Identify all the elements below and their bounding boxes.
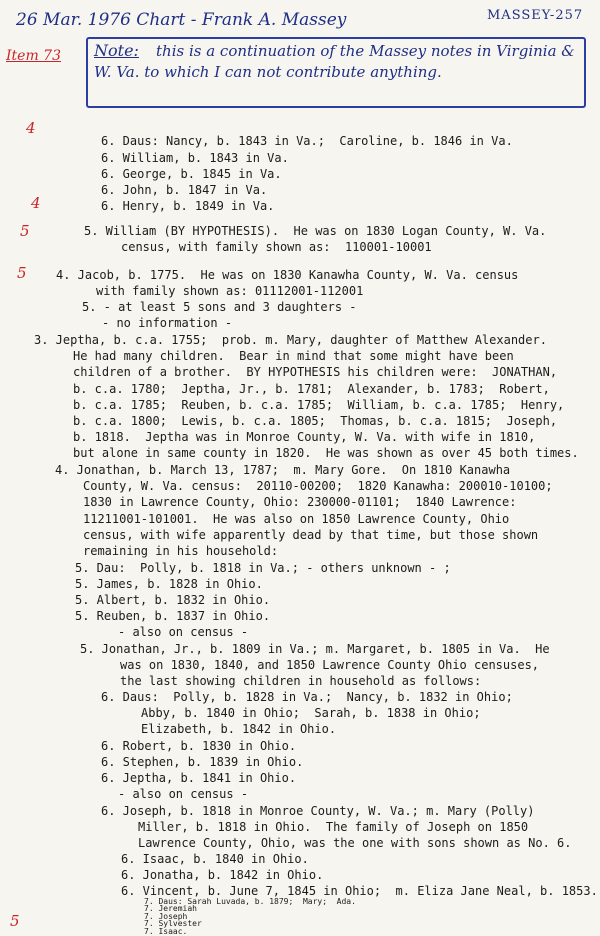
text-line: census, with wife apparently dead by that time, but those shown	[83, 528, 539, 542]
text-line: 6. Daus: Nancy, b. 1843 in Va.; Caroline, b. 1846 in Va.	[101, 134, 513, 148]
text-line: children of a brother. BY HYPOTHESIS his children were: JONATHAN,	[73, 365, 558, 379]
text-line: 7. Daus: Sarah Luvada, b. 1879; Mary; Ada.	[144, 897, 356, 906]
text-line: County, W. Va. census: 20110-00200; 1820 Kanawha: 200010-10100;	[83, 479, 553, 493]
text-line: 6. Joseph, b. 1818 in Monroe County, W. Va.; m. Mary (Polly)	[101, 804, 535, 818]
text-line: Elizabeth, b. 1842 in Ohio.	[141, 722, 337, 736]
text-line: 6. Isaac, b. 1840 in Ohio.	[121, 852, 309, 866]
margin-mark: 5	[20, 222, 30, 240]
text-line: 5. Dau: Polly, b. 1818 in Va.; - others unknown - ;	[75, 561, 451, 575]
text-line: b. c.a. 1780; Jeptha, Jr., b. 1781; Alexander, b. 1783; Robert,	[73, 382, 550, 396]
text-line: with family shown as: 01112001-112001	[96, 284, 364, 298]
text-line: 5. William (BY HYPOTHESIS). He was on 1830 Logan County, W. Va.	[84, 224, 547, 238]
text-line: b. c.a. 1800; Lewis, b. c.a. 1805; Thomas, b. c.a. 1815; Joseph,	[73, 414, 558, 428]
text-line: 7. Joseph	[144, 911, 188, 921]
text-line: 7. Sylvester	[144, 919, 202, 929]
text-line: Lawrence County, Ohio, was the one with sons shown as No. 6.	[138, 836, 572, 850]
text-line: but alone in same county in 1820. He was shown as over 45 both times.	[73, 446, 579, 460]
text-line: the last showing children in household as follows:	[120, 674, 482, 688]
note-label: Note:	[94, 41, 139, 60]
text-line: - also on census -	[118, 625, 249, 639]
text-line: 6. Daus: Polly, b. 1828 in Va.; Nancy, b. 1832 in Ohio;	[101, 690, 513, 704]
text-line: 5. James, b. 1828 in Ohio.	[75, 577, 263, 591]
text-line: 7. Jeremiah	[144, 904, 197, 914]
text-line: 6. Vincent, b. June 7, 1845 in Ohio; m. Eliza Jane Neal, b. 1853.	[121, 884, 598, 898]
text-line: - also on census -	[118, 787, 249, 801]
margin-mark: 4	[26, 119, 36, 137]
text-line: 6. Jonatha, b. 1842 in Ohio.	[121, 868, 324, 882]
text-line: remaining in his household:	[83, 544, 279, 558]
document-id: MASSEY-257	[487, 8, 584, 23]
text-line: 5. Reuben, b. 1837 in Ohio.	[75, 609, 271, 623]
note-text: this is a continuation of the Massey notes in Virginia & W. Va. to which I can not contribute anything.	[94, 42, 575, 81]
text-line: was on 1830, 1840, and 1850 Lawrence County Ohio censuses,	[120, 658, 540, 672]
text-line: 11211001-101001. He was also on 1850 Lawrence County, Ohio	[83, 512, 510, 526]
margin-mark: 4	[31, 194, 41, 212]
text-line: 6. Henry, b. 1849 in Va.	[101, 199, 275, 213]
text-line: 6. William, b. 1843 in Va.	[101, 151, 289, 165]
text-line: 5. Albert, b. 1832 in Ohio.	[75, 593, 271, 607]
text-line: 6. John, b. 1847 in Va.	[101, 183, 268, 197]
text-line: 6. Stephen, b. 1839 in Ohio.	[101, 755, 304, 769]
text-line: 5. Jonathan, Jr., b. 1809 in Va.; m. Margaret, b. 1805 in Va. He	[80, 642, 550, 656]
text-line: 6. Jeptha, b. 1841 in Ohio.	[101, 771, 297, 785]
margin-mark: 5	[17, 264, 27, 282]
text-line: b. c.a. 1785; Reuben, b. c.a. 1785; William, b. c.a. 1785; Henry,	[73, 398, 565, 412]
text-line: 4. Jonathan, b. March 13, 1787; m. Mary Gore. On 1810 Kanawha	[55, 463, 511, 477]
item-tag: Item 73	[6, 48, 61, 64]
handwritten-title: 26 Mar. 1976 Chart - Frank A. Massey	[16, 10, 347, 30]
margin-mark: 5	[10, 912, 20, 930]
text-line: He had many children. Bear in mind that some might have been	[73, 349, 514, 363]
text-line: b. 1818. Jeptha was in Monroe County, W. Va. with wife in 1810,	[73, 430, 536, 444]
text-line: 1830 in Lawrence County, Ohio: 230000-01101; 1840 Lawrence:	[83, 495, 517, 509]
text-line: census, with family shown as: 110001-10001	[121, 240, 432, 254]
text-line: 3. Jeptha, b. c.a. 1755; prob. m. Mary, daughter of Matthew Alexander.	[34, 333, 547, 347]
text-line: Abby, b. 1840 in Ohio; Sarah, b. 1838 in Ohio;	[141, 706, 481, 720]
text-line: Miller, b. 1818 in Ohio. The family of Joseph on 1850	[138, 820, 529, 834]
text-line: 7. Isaac.	[144, 926, 188, 936]
text-line: 5. - at least 5 sons and 3 daughters -	[82, 300, 357, 314]
text-line: - no information -	[102, 316, 233, 330]
text-line: 4. Jacob, b. 1775. He was on 1830 Kanawha County, W. Va. census	[56, 268, 519, 282]
note-box	[86, 37, 586, 108]
text-line: 6. Robert, b. 1830 in Ohio.	[101, 739, 297, 753]
text-line: 6. George, b. 1845 in Va.	[101, 167, 282, 181]
